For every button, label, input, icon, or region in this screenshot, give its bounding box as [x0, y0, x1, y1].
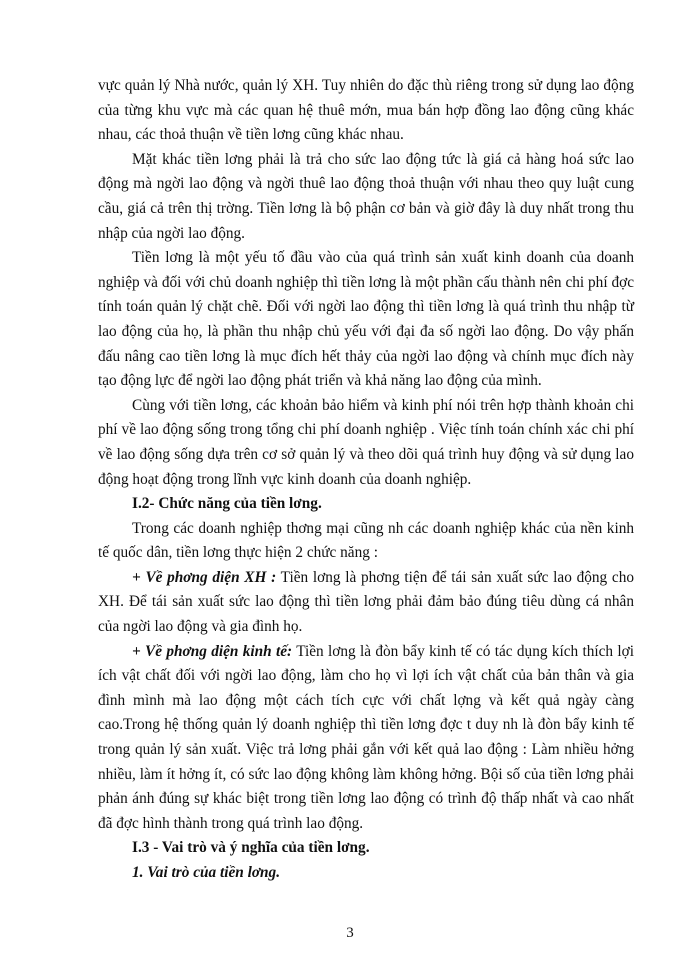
- document-page: [98, 74, 634, 886]
- paragraph-2: Mặt khác tiền lơng phải là trả cho sức lao động tức là giá cả hàng hoá sức lao động mà ngời lao động và ngời thuê lao động thoả thuận với nhau theo quy luật cung cầu, giá cả trên thị trờng. Tiền lơng là bộ phận cơ bản và giờ đây là duy nhất trong thu nhập của ngời lao động.: [98, 150, 634, 242]
- section-heading-1-2: I.2- Chức năng của tiền lơng.: [132, 495, 322, 513]
- section-heading-1-3: I.3 - Vai trò và ý nghĩa của tiền lơng.: [132, 839, 370, 857]
- page-number: 3: [346, 925, 354, 941]
- paragraph-7: [98, 640, 634, 837]
- social-aspect-lead: + Về phơng diện XH :: [132, 568, 277, 586]
- paragraph-3: Tiền lơng là một yếu tố đầu vào của quá trình sản xuất kinh doanh của doanh nghiệp và đối với chủ doanh nghiệp thì tiền lơng là một phần cấu thành nên chi phí đợc tính toán quản lý chặt chẽ. Đối với ngời lao động thì tiền lơng là quá trình thu nhập từ lao động của họ, là phần thu nhập chủ yếu với đại đa số ngời lao động. Do vậy phấn đấu nâng cao tiền lơng là mục đích hết thảy của ngời lao động và chính mục đích này tạo động lực để ngời lao động phát triển và khả năng lao động của mình.: [98, 249, 634, 390]
- paragraph-6: [98, 566, 634, 640]
- paragraph-5: Trong các doanh nghiệp thơng mại cũng nh các doanh nghiệp khác của nền kinh tế quốc dân, tiền lơng thực hiện 2 chức năng :: [98, 519, 634, 562]
- economic-aspect-lead: + Về phơng diện kinh tế:: [132, 642, 293, 660]
- paragraph-4: Cùng với tiền lơng, các khoản bảo hiểm và kinh phí nói trên hợp thành khoản chi phí về lao động sống trong tổng chi phí doanh nghiệp . Việc tính toán chính xác chi phí về lao động sống dựa trên cơ sở quản lý và theo dõi quá trình huy động và sử dụng lao động hoạt động trong lĩnh vực kinh doanh của doanh nghiệp.: [98, 396, 634, 488]
- social-aspect-text: Tiền lơng là phơng tiện để tái sản xuất sức lao động cho XH. Để tái sản xuất sức lao động thì tiền lơng phải đảm bảo đúng tiêu dùng cá nhân của ngời lao động và gia đình họ.: [98, 568, 634, 636]
- subsection-heading-1: 1. Vai trò của tiền lơng.: [132, 864, 281, 881]
- economic-aspect-text: Tiền lơng là đòn bẩy kinh tế có tác dụng kích thích lợi ích vật chất đối với ngời lao động, làm cho họ vì lợi ích vật chất của bản thân và gia đình mình mà lao động một cách tích cực với chất lợng và kết quả ngày càng cao.Trong hệ thống quản lý doanh nghiệp thì tiền lơng đợc t duy nh là đòn bẩy kinh tế trong quản lý sản xuất. Việc trả lơng phải gắn với kết quả lao động : Làm nhiều hởng nhiều, làm ít hởng ít, có sức lao động không làm không hởng. Bội số của tiền lơng phải phản ánh đúng sự khác biệt trong tiền lơng lao động có trình độ thấp nhất và cao nhất đã đợc hình thành trong quá trình lao động.: [98, 642, 635, 832]
- paragraph-1: vực quản lý Nhà nước, quản lý XH. Tuy nhiên do đặc thù riêng trong sử dụng lao động của từng khu vực mà các quan hệ thuê mớn, mua bán hợp đồng lao động cũng khác nhau, các thoả thuận về tiền lơng cũng khác nhau.: [98, 77, 634, 144]
